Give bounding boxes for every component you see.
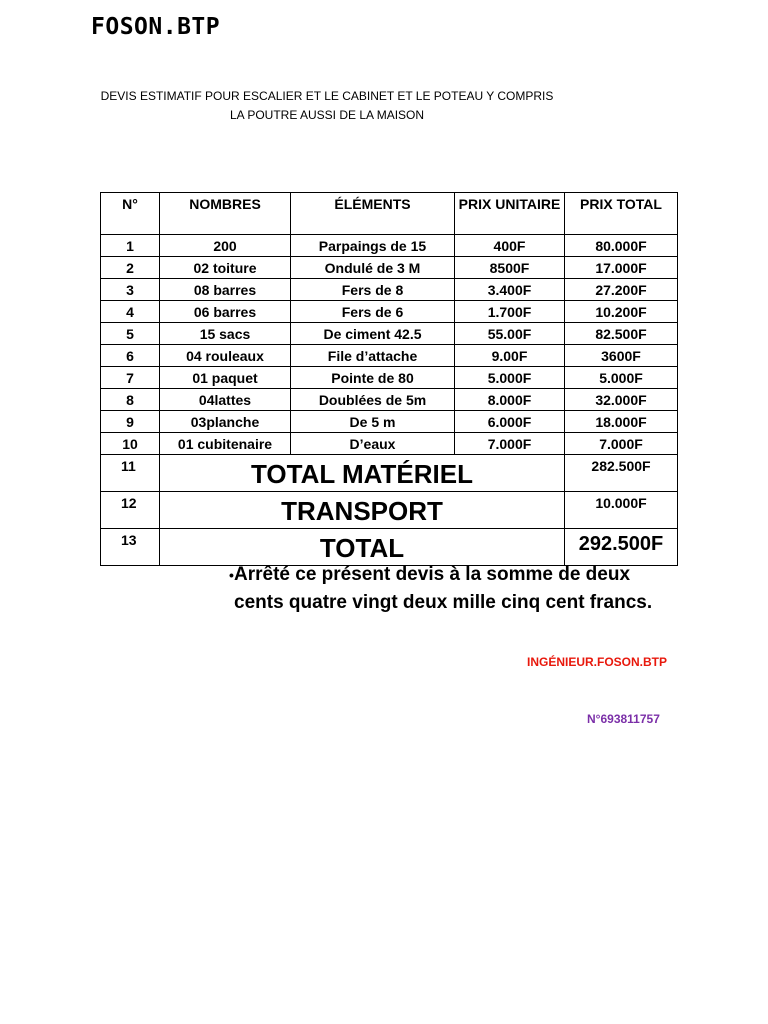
row-unit-price: 5.000F xyxy=(455,367,565,389)
row-element: D’eaux xyxy=(291,433,455,455)
table-row xyxy=(101,389,678,411)
row-element: Fers de 8 xyxy=(291,279,455,301)
header-quantity: NOMBRES xyxy=(160,193,291,235)
row-unit-price: 55.00F xyxy=(455,323,565,345)
table-row xyxy=(101,235,678,257)
row-number: 9 xyxy=(101,411,160,433)
row-total-price: 80.000F xyxy=(565,235,678,257)
row-number: 5 xyxy=(101,323,160,345)
table-row xyxy=(101,345,678,367)
row-total-price: 82.500F xyxy=(565,323,678,345)
row-quantity: 08 barres xyxy=(160,279,291,301)
material-total-label: TOTAL MATÉRIEL xyxy=(160,455,565,492)
row-element: Ondulé de 3 M xyxy=(291,257,455,279)
row-unit-price: 7.000F xyxy=(455,433,565,455)
grand-total-row xyxy=(101,529,678,566)
row-element: Pointe de 80 xyxy=(291,367,455,389)
row-number: 3 xyxy=(101,279,160,301)
quote-table xyxy=(100,192,678,566)
header-unit-price: PRIX UNITAIRE xyxy=(455,193,565,235)
table-row xyxy=(101,301,678,323)
row-quantity: 06 barres xyxy=(160,301,291,323)
row-element: De ciment 42.5 xyxy=(291,323,455,345)
row-number: 7 xyxy=(101,367,160,389)
phone-number: N°693811757 xyxy=(587,712,660,726)
row-element: Fers de 6 xyxy=(291,301,455,323)
row-quantity: 02 toiture xyxy=(160,257,291,279)
row-number: 12 xyxy=(101,492,160,529)
header-element: ÉLÉMENTS xyxy=(291,193,455,235)
grand-total-value: 292.500F xyxy=(565,529,678,566)
table-row xyxy=(101,411,678,433)
row-unit-price: 400F xyxy=(455,235,565,257)
header-total-price: PRIX TOTAL xyxy=(565,193,678,235)
row-number: 6 xyxy=(101,345,160,367)
row-total-price: 5.000F xyxy=(565,367,678,389)
table-header-row xyxy=(101,193,678,235)
row-unit-price: 9.00F xyxy=(455,345,565,367)
table-row xyxy=(101,323,678,345)
engineer-signature: INGÉNIEUR.FOSON.BTP xyxy=(527,655,668,669)
row-quantity: 15 sacs xyxy=(160,323,291,345)
row-total-price: 17.000F xyxy=(565,257,678,279)
row-quantity: 01 paquet xyxy=(160,367,291,389)
transport-label: TRANSPORT xyxy=(160,492,565,529)
grand-total-label: TOTAL xyxy=(160,529,565,566)
row-number: 2 xyxy=(101,257,160,279)
row-unit-price: 6.000F xyxy=(455,411,565,433)
row-element: Parpaings de 15 xyxy=(291,235,455,257)
row-number: 11 xyxy=(101,455,160,492)
transport-value: 10.000F xyxy=(565,492,678,529)
table-row xyxy=(101,433,678,455)
row-quantity: 01 cubitenaire xyxy=(160,433,291,455)
material-total-row xyxy=(101,455,678,492)
material-total-value: 282.500F xyxy=(565,455,678,492)
row-unit-price: 8500F xyxy=(455,257,565,279)
row-number: 4 xyxy=(101,301,160,323)
row-total-price: 27.200F xyxy=(565,279,678,301)
row-number: 13 xyxy=(101,529,160,566)
row-number: 10 xyxy=(101,433,160,455)
transport-row xyxy=(101,492,678,529)
row-element: Doublées de 5m xyxy=(291,389,455,411)
bullet-icon: • xyxy=(229,567,234,583)
table-row xyxy=(101,279,678,301)
row-quantity: 04lattes xyxy=(160,389,291,411)
row-number: 1 xyxy=(101,235,160,257)
row-unit-price: 3.400F xyxy=(455,279,565,301)
document-title: DEVIS ESTIMATIF POUR ESCALIER ET LE CABINET ET LE POTEAU Y COMPRIS LA POUTRE AUSSI DE LA MAISON xyxy=(100,89,554,122)
table-row xyxy=(101,367,678,389)
row-quantity: 03planche xyxy=(160,411,291,433)
row-total-price: 3600F xyxy=(565,345,678,367)
company-name: FOSON.BTP xyxy=(91,14,221,40)
amount-in-words-note xyxy=(229,561,684,617)
row-total-price: 18.000F xyxy=(565,411,678,433)
row-element: De 5 m xyxy=(291,411,455,433)
row-quantity: 200 xyxy=(160,235,291,257)
row-total-price: 32.000F xyxy=(565,389,678,411)
row-total-price: 10.200F xyxy=(565,301,678,323)
row-total-price: 7.000F xyxy=(565,433,678,455)
row-element: File d’attache xyxy=(291,345,455,367)
row-quantity: 04 rouleaux xyxy=(160,345,291,367)
row-number: 8 xyxy=(101,389,160,411)
row-unit-price: 1.700F xyxy=(455,301,565,323)
table-row xyxy=(101,257,678,279)
header-number: N° xyxy=(101,193,160,235)
row-unit-price: 8.000F xyxy=(455,389,565,411)
note-text: Arrêté ce présent devis à la somme de deux cents quatre vingt deux mille cinq cent francs. xyxy=(234,564,653,613)
